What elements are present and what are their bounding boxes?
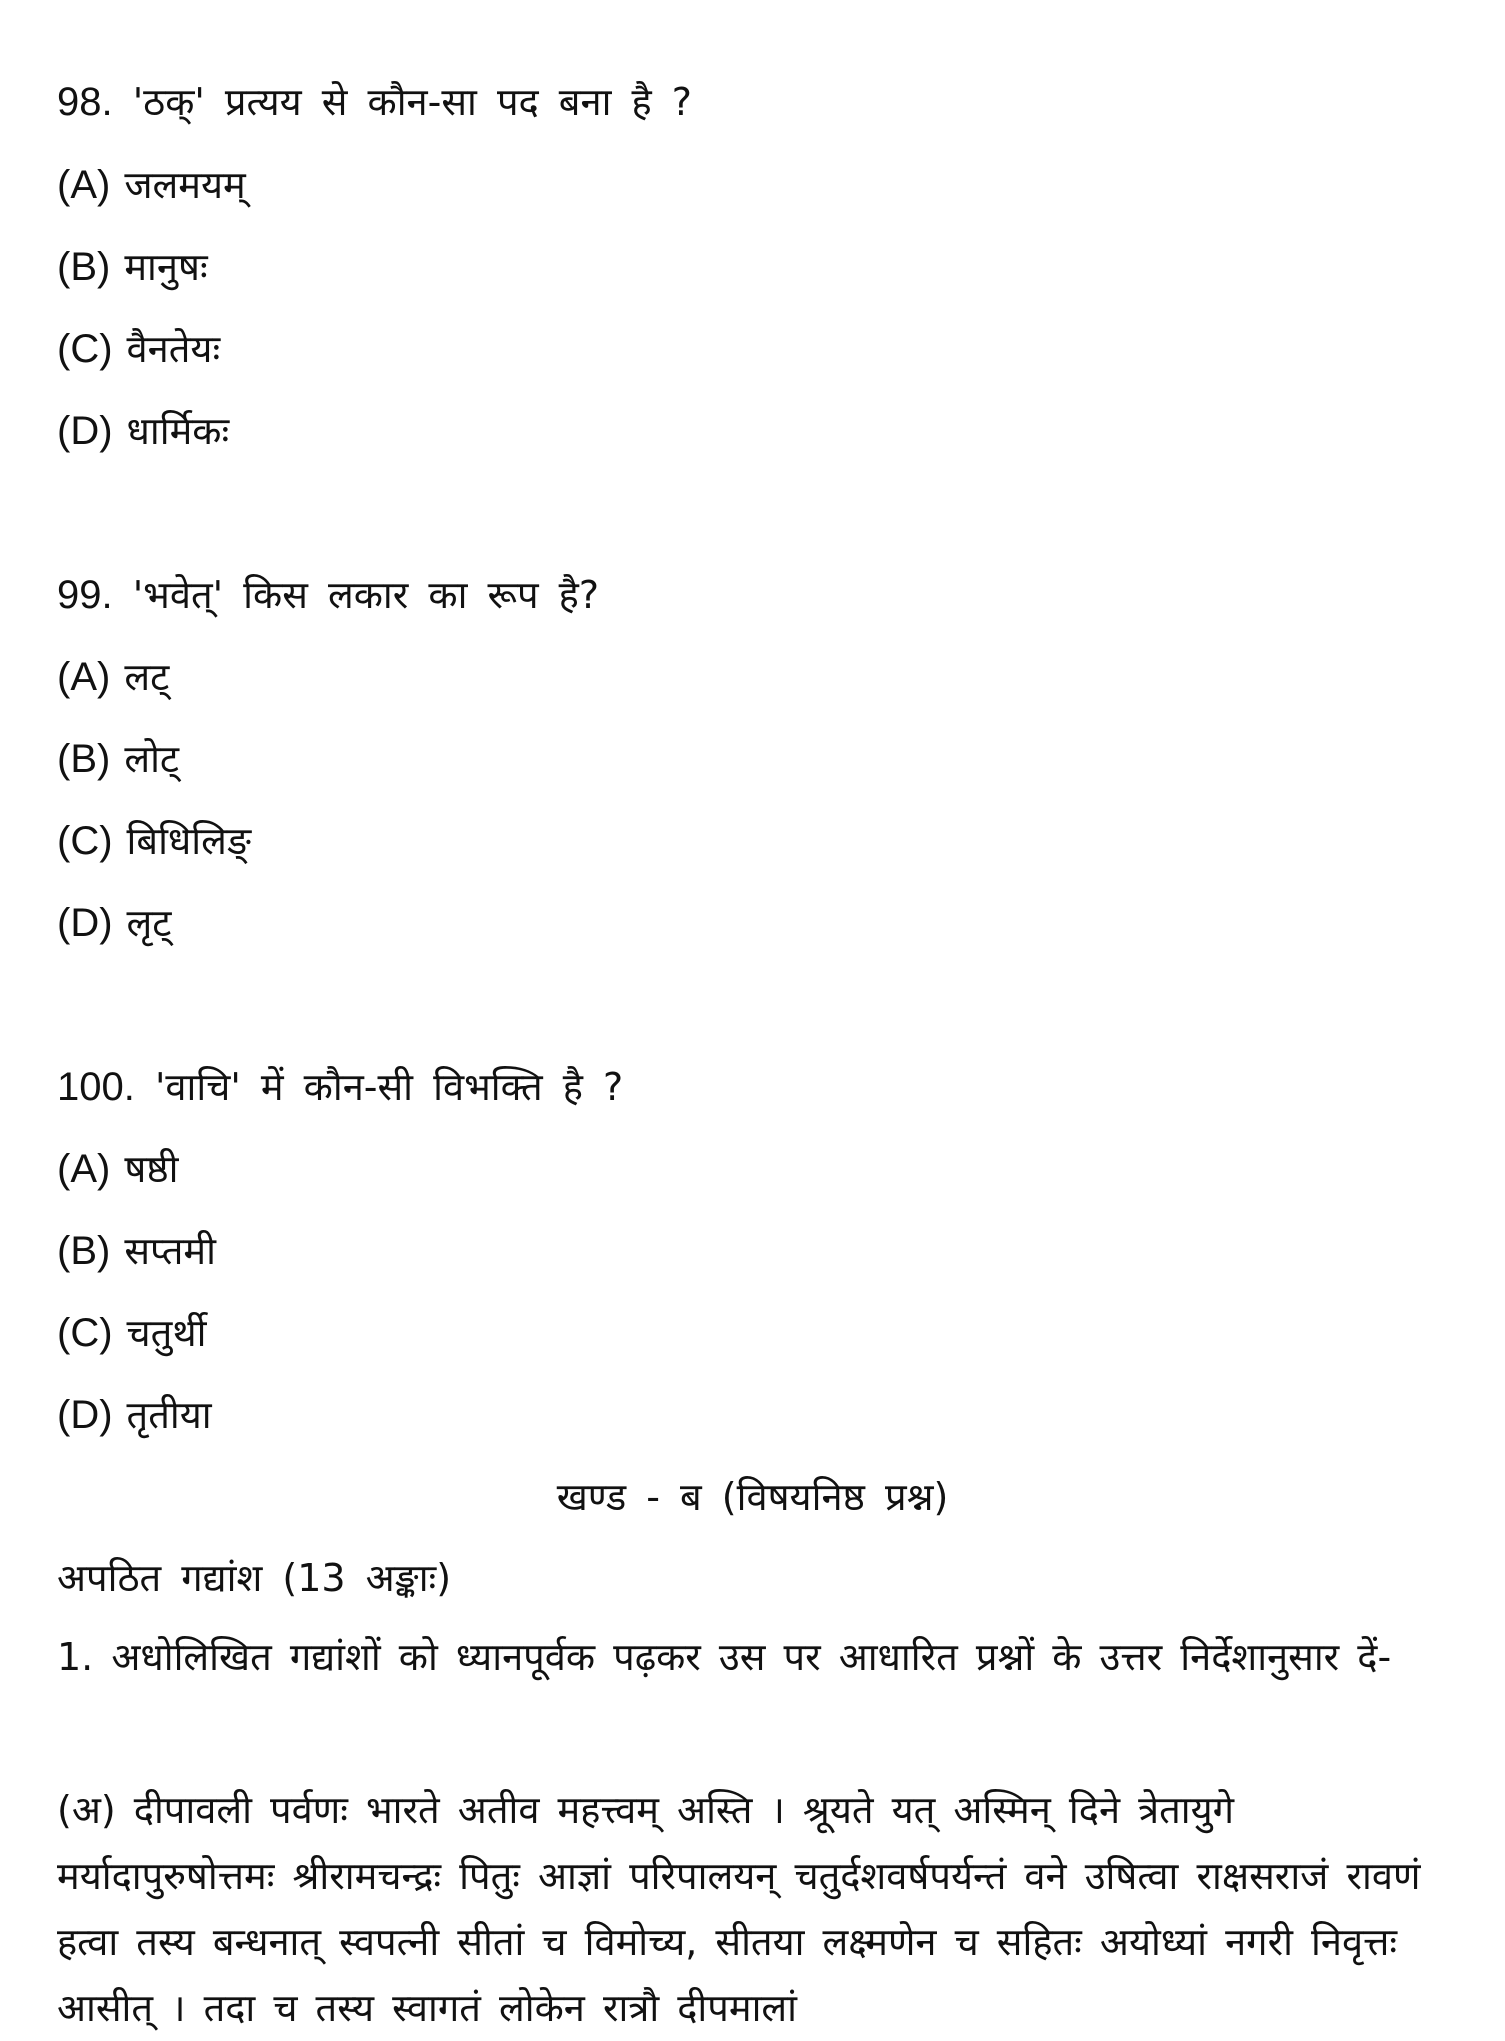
question-text: 'वाचि' में कौन-सी विभक्ति है ? — [154, 1065, 624, 1109]
option-text: बिधिलिङ् — [126, 819, 252, 863]
question-text: 'भवेत्' किस लकार का रूप है? — [132, 573, 600, 617]
option-98-d — [57, 406, 229, 456]
option-label: (A) — [57, 163, 111, 207]
question-99 — [57, 570, 599, 620]
option-text: लृट् — [126, 901, 172, 945]
question-number: 98. — [57, 80, 113, 124]
option-99-a — [57, 652, 169, 702]
option-label: (C) — [57, 327, 113, 371]
option-99-b — [57, 734, 179, 784]
option-98-c — [57, 324, 220, 374]
option-100-d — [57, 1390, 212, 1440]
section-heading: खण्ड - ब (विषयनिष्ठ प्रश्न) — [556, 1475, 949, 1519]
instruction-text: 1. अधोलिखित गद्यांशों को ध्यानपूर्वक पढ़कर उस पर आधारित प्रश्नों के उत्तर निर्देशानुसार दें- — [57, 1635, 1392, 1679]
option-100-a — [57, 1144, 179, 1194]
option-text: तृतीया — [126, 1393, 212, 1437]
option-99-c — [57, 816, 251, 866]
passage-text: (अ) दीपावली पर्वणः भारते अतीव महत्त्वम् अस्ति । श्रूयते यत् अस्मिन् दिने त्रेतायुगे मर्यादापुरुषोत्तमः श्रीरामचन्द्रः पितुः आज्ञां परिपालयन् चतुर्दशवर्षपर्यन्तं वने उषित्वा राक्षसराजं रावणं हत्वा तस्य बन्धनात् स्वपत्नी सीतां च विमोच्य, सीतया लक्ष्मणेन च सहितः अयोध्यां नगरी निवृत्तः आसीत् । तदा च तस्य स्वागतं लोकेन रात्रौ दीपमालां — [57, 1788, 1421, 2030]
option-text: लोट् — [124, 737, 180, 781]
option-99-d — [57, 898, 171, 948]
option-label: (D) — [57, 409, 113, 453]
question-text: 'ठक्' प्रत्यय से कौन-सा पद बना है ? — [132, 80, 692, 124]
option-label: (A) — [57, 1147, 111, 1191]
option-label: (D) — [57, 1393, 113, 1437]
option-text: वैनतेयः — [126, 327, 221, 371]
option-label: (C) — [57, 1311, 113, 1355]
option-label: (A) — [57, 655, 111, 699]
option-text: चतुर्थी — [126, 1311, 207, 1355]
option-text: धार्मिकः — [126, 409, 230, 453]
option-label: (B) — [57, 737, 111, 781]
option-text: लट् — [124, 655, 170, 699]
option-label: (C) — [57, 819, 113, 863]
option-100-c — [57, 1308, 206, 1358]
option-98-b — [57, 242, 208, 292]
option-100-b — [57, 1226, 216, 1276]
section-subheading: अपठित गद्यांश (13 अङ्काः) — [57, 1556, 452, 1600]
option-label: (D) — [57, 901, 113, 945]
option-label: (B) — [57, 1229, 111, 1273]
option-text: मानुषः — [124, 245, 208, 289]
option-label: (B) — [57, 245, 111, 289]
option-text: जलमयम् — [124, 163, 246, 207]
question-98 — [57, 77, 692, 127]
option-98-a — [57, 160, 246, 210]
option-text: सप्तमी — [124, 1229, 216, 1273]
option-text: षष्ठी — [124, 1147, 179, 1191]
question-number: 100. — [57, 1065, 135, 1109]
question-100 — [57, 1062, 623, 1112]
question-number: 99. — [57, 573, 113, 617]
